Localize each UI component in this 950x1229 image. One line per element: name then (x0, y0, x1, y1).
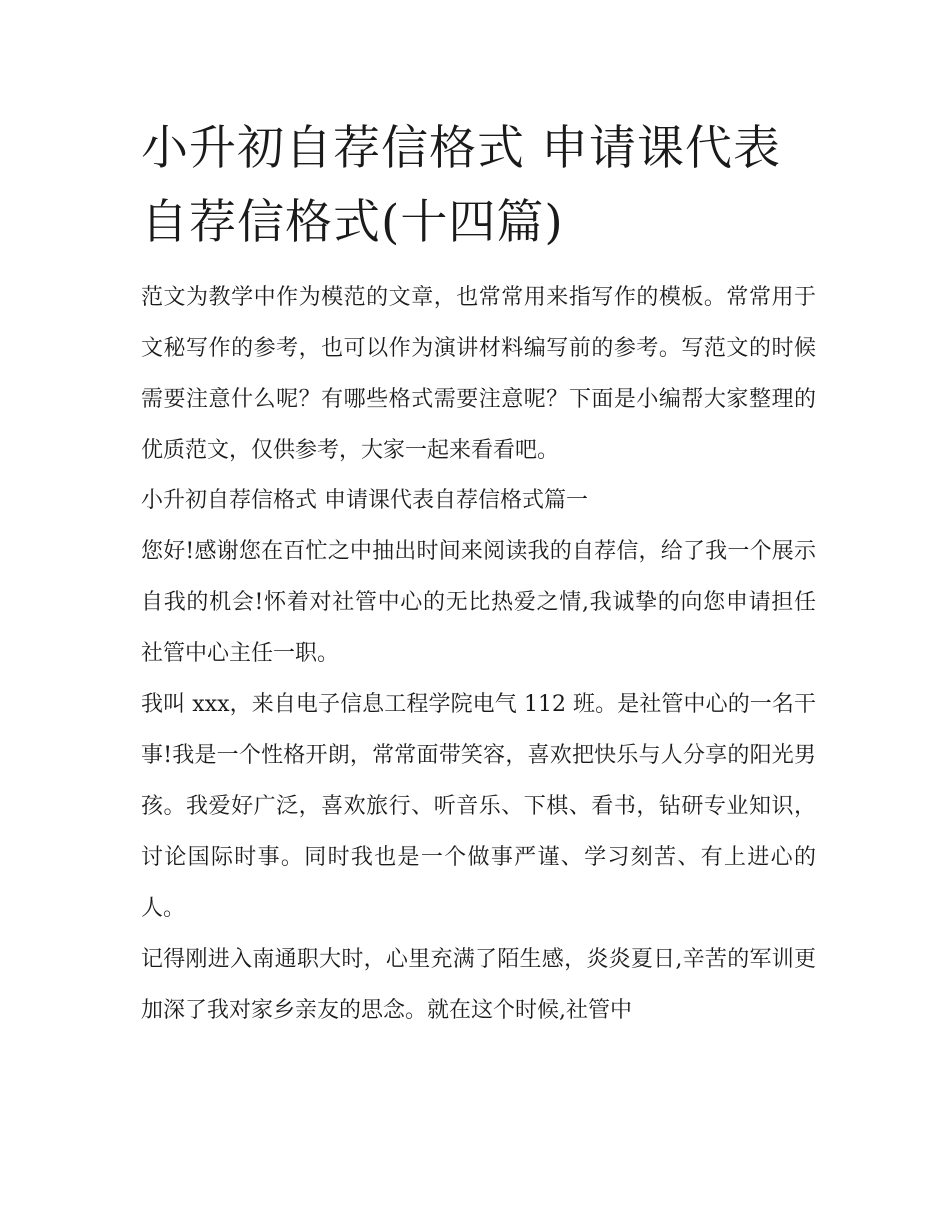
section-heading: 小升初自荐信格式 申请课代表自荐信格式篇一 (141, 488, 588, 513)
document-body (141, 112, 816, 1036)
body-paragraph-memory: 记得刚进入南通职大时，心里充满了陌生感，炎炎夏日,辛苦的军训更加深了我对家乡亲友的思念。就在这个时候,社管中 (141, 947, 816, 1023)
document-title: 小升初自荐信格式 申请课代表自荐信格式(十四篇) (141, 121, 781, 250)
body-paragraph-introduction: 我叫 xxx，来自电子信息工程学院电气 112 班。是社管中心的一名干事!我是一个性格开朗，常常面带笑容，喜欢把快乐与人分享的阳光男孩。我爱好广泛，喜欢旅行、听音乐、下棋、看书，钻研专业知识，讨论国际时事。同时我也是一个做事严谨、学习刻苦、有上进心的人。 (141, 692, 816, 921)
intro-paragraph: 范文为教学中作为模范的文章，也常常用来指写作的模板。常常用于文秘写作的参考，也可以作为演讲材料编写前的参考。写范文的时候需要注意什么呢？有哪些格式需要注意呢？下面是小编帮大家整理的优质范文，仅供参考，大家一起来看看吧。 (141, 285, 816, 463)
body-paragraph-greeting: 您好!感谢您在百忙之中抽出时间来阅读我的自荐信，给了我一个展示自我的机会!怀着对社管中心的无比热爱之情,我诚挚的向您申请担任社管中心主任一职。 (141, 539, 816, 666)
